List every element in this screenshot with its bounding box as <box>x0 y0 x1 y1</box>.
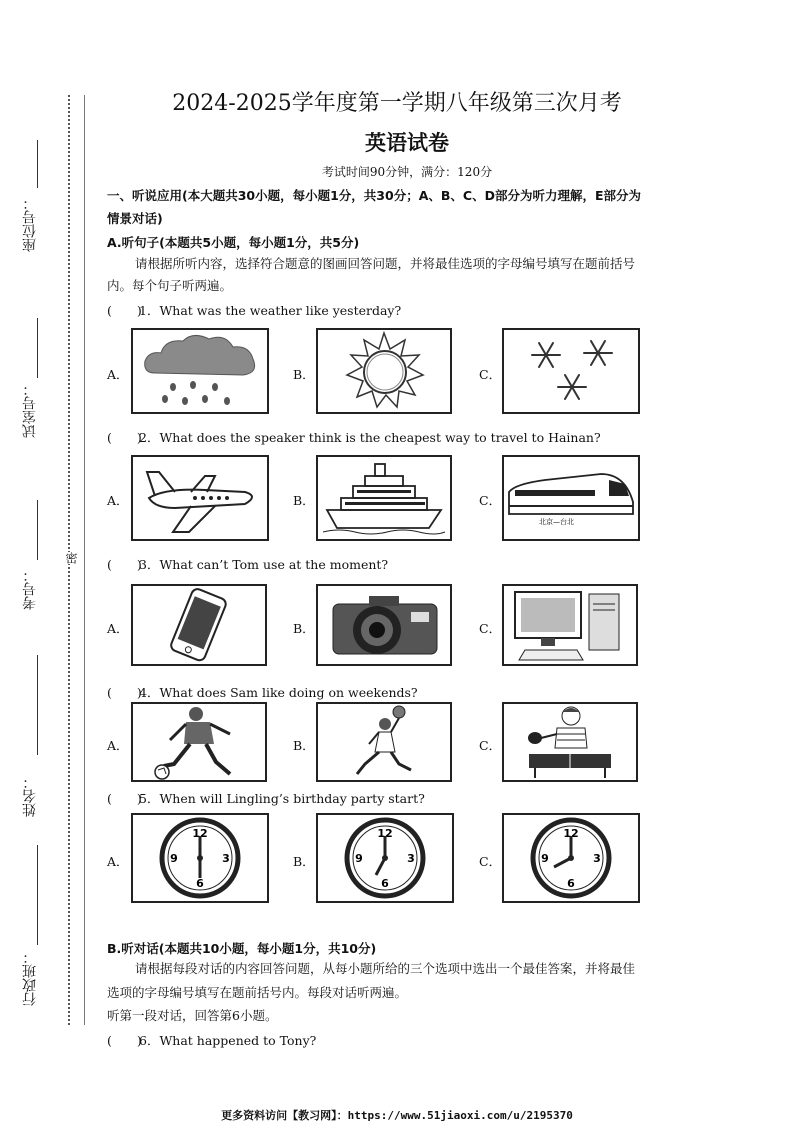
option-image-rain <box>131 328 269 414</box>
clock-number: 3 <box>222 852 230 865</box>
answer-bracket[interactable]: ( ) <box>107 557 142 572</box>
train-icon <box>505 458 637 538</box>
seal-solid-line <box>84 95 85 1025</box>
name-line <box>37 655 38 755</box>
clock-number: 12 <box>563 827 579 840</box>
option-label-c: C． <box>479 854 502 869</box>
seat-number-label: 座位号： <box>22 196 38 252</box>
section-b-instruction-line1: 请根据每段对话的内容回答问题，从每小题所给的三个选项中选出一个最佳答案，并将最佳 <box>135 961 636 976</box>
football-player-icon <box>134 704 264 780</box>
room-number-label: 试室号： <box>22 382 38 438</box>
option-image-ship <box>316 455 452 541</box>
option-image-football <box>131 702 267 782</box>
clock-number: 6 <box>196 877 204 890</box>
clock-number: 3 <box>593 852 601 865</box>
clock-icon <box>506 815 636 901</box>
option-label-a: A． <box>107 493 129 508</box>
airplane-icon <box>135 458 265 538</box>
rain-cloud-icon <box>135 331 265 411</box>
option-image-basketball <box>316 702 452 782</box>
question-text: What was the weather like yesterday? <box>159 303 402 318</box>
option-image-train <box>502 455 640 541</box>
clock-number: 6 <box>381 877 389 890</box>
option-image-clock-c <box>502 813 640 903</box>
clock-number: 9 <box>355 852 363 865</box>
answer-bracket[interactable]: ( ) <box>107 430 142 445</box>
option-image-clock-a <box>131 813 269 903</box>
question-6: ( )6．What happened to Tony? <box>107 1033 317 1048</box>
name-label: 姓名： <box>22 775 38 817</box>
table-tennis-icon <box>505 704 635 780</box>
clock-icon <box>320 815 450 901</box>
clock-number: 9 <box>170 852 178 865</box>
option-label-c: C． <box>479 621 502 636</box>
computer-icon <box>505 586 635 664</box>
clock-number: 6 <box>567 877 575 890</box>
clock-number: 12 <box>192 827 208 840</box>
answer-bracket[interactable]: ( ) <box>107 1033 142 1048</box>
option-image-plane <box>131 455 269 541</box>
option-label-b: B． <box>293 493 315 508</box>
question-1: ( )1．What was the weather like yesterday? <box>107 303 402 318</box>
exam-number-label: 考号： <box>22 568 38 610</box>
question-text: What happened to Tony? <box>159 1033 317 1048</box>
exam-title: 2024-2025学年度第一学期八年级第三次月考 <box>172 91 622 116</box>
clock-number: 3 <box>407 852 415 865</box>
option-image-computer <box>502 584 638 666</box>
question-5: ( )5．When will Lingling’s birthday party start? <box>107 791 425 806</box>
exam-subtitle: 英语试卷 <box>365 130 449 155</box>
question-text: What does the speaker think is the cheapest way to travel to Hainan? <box>159 430 601 445</box>
answer-bracket[interactable]: ( ) <box>107 791 142 806</box>
option-label-c: C． <box>479 493 502 508</box>
option-label-b: B． <box>293 854 315 869</box>
mobile-phone-icon <box>134 586 264 664</box>
exam-number-line <box>37 500 38 560</box>
footer-link[interactable]: 更多资料访问【教习网】：https://www.51jiaoxi.com/u/2195370 <box>221 1109 573 1122</box>
question-text: What does Sam like doing on weekends? <box>159 685 418 700</box>
option-label-c: C． <box>479 738 502 753</box>
class-line <box>37 845 38 945</box>
snowflake-icon <box>506 331 636 411</box>
option-label-a: A． <box>107 738 129 753</box>
option-label-c: C． <box>479 367 502 382</box>
train-caption: 北京—台北 <box>539 518 574 526</box>
option-label-a: A． <box>107 621 129 636</box>
option-label-b: B． <box>293 367 315 382</box>
option-image-ping-pong <box>502 702 638 782</box>
question-3: ( )3．What can’t Tom use at the moment? <box>107 557 389 572</box>
camera-icon <box>319 586 449 664</box>
section-b-instruction-line2: 选项的字母编号填写在题前括号内。每段对话听两遍。 <box>107 985 408 1000</box>
section-b-heading: B.听对话(本题共10小题，每小题1分，共10分) <box>107 941 377 956</box>
basketball-player-icon <box>319 704 449 780</box>
section-b-subheading: 听第一段对话，回答第6小题。 <box>107 1008 278 1023</box>
answer-bracket[interactable]: ( ) <box>107 685 142 700</box>
room-line <box>37 318 38 378</box>
question-2: ( )2．What does the speaker think is the cheapest way to travel to Hainan? <box>107 430 601 445</box>
option-image-camera <box>316 584 452 666</box>
seal-mark: 密 <box>64 552 78 564</box>
option-label-a: A． <box>107 854 129 869</box>
option-label-b: B． <box>293 621 315 636</box>
question-text: When will Lingling’s birthday party start? <box>159 791 425 806</box>
part1-heading-line1: 一、听说应用(本大题共30小题，每小题1分，共30分；A、B、C、D部分为听力理解，E部分为 <box>107 188 641 203</box>
clock-icon <box>135 815 265 901</box>
section-a-heading: A.听句子(本题共5小题，每小题1分，共5分) <box>107 235 360 250</box>
option-image-clock-b <box>316 813 454 903</box>
section-a-instruction-line2: 内。每个句子听两遍。 <box>107 278 233 293</box>
question-text: What can’t Tom use at the moment? <box>159 557 389 572</box>
option-image-snow <box>502 328 640 414</box>
option-label-b: B． <box>293 738 315 753</box>
option-label-a: A． <box>107 367 129 382</box>
option-image-phone <box>131 584 267 666</box>
clock-number: 9 <box>541 852 549 865</box>
option-image-sun <box>316 328 452 414</box>
sun-icon <box>319 331 449 411</box>
part1-heading-line2: 情景对话) <box>107 211 163 226</box>
clock-number: 12 <box>377 827 393 840</box>
exam-info: 考试时间90分钟，满分：120分 <box>321 165 493 179</box>
class-label: 行政班： <box>22 950 38 1006</box>
section-a-instruction-line1: 请根据所听内容，选择符合题意的图画回答问题，并将最佳选项的字母编号填写在题前括号 <box>135 256 636 271</box>
answer-bracket[interactable]: ( ) <box>107 303 142 318</box>
question-4: ( )4．What does Sam like doing on weekends? <box>107 685 418 700</box>
ship-icon <box>319 458 449 538</box>
